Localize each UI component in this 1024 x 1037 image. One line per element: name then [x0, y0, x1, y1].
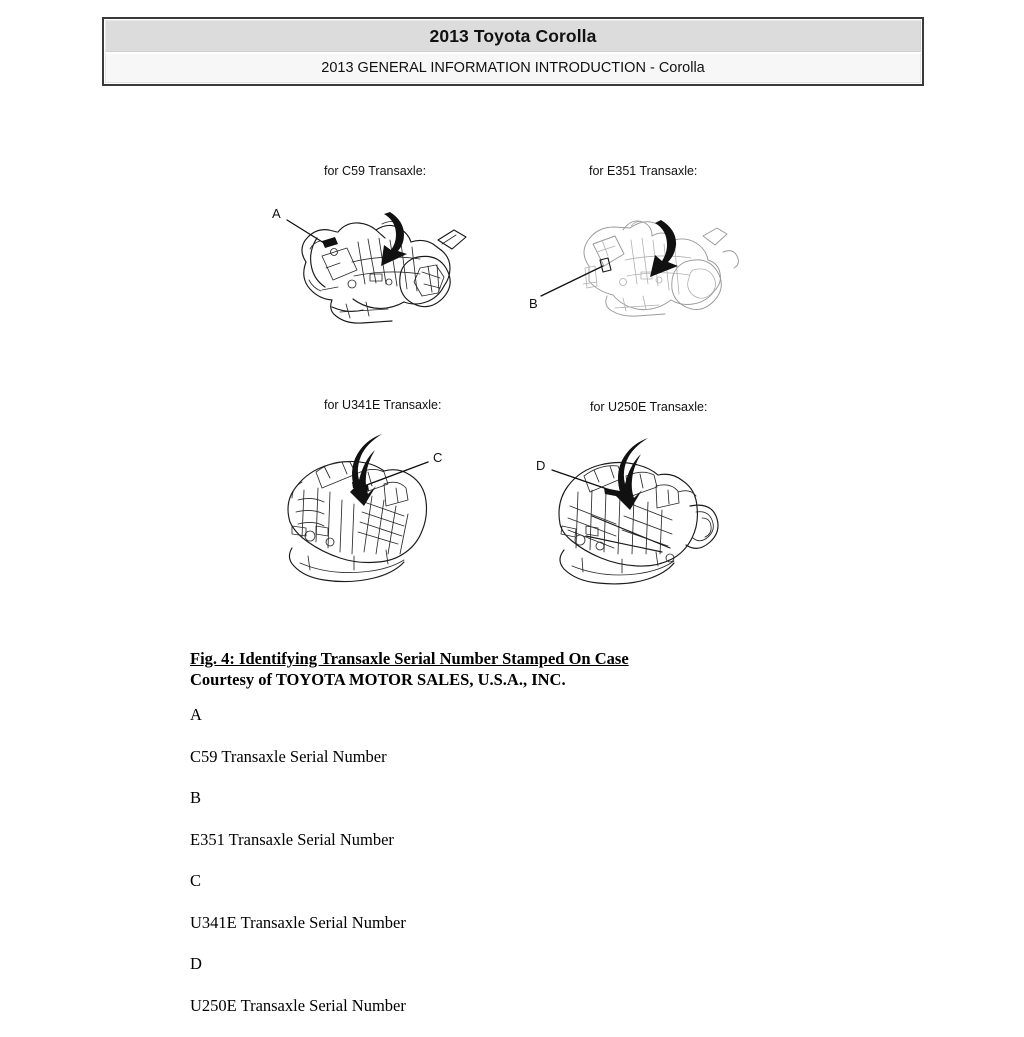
callout-letter-b: B [529, 296, 538, 311]
figure-panel-label-u341e: for U341E Transaxle: [324, 398, 442, 412]
transaxle-c59-svg [262, 196, 487, 346]
figure-illustrations [0, 150, 1024, 630]
legend-item: D [190, 954, 202, 973]
transaxle-drawing-c59 [262, 196, 487, 346]
legend-item: E351 Transaxle Serial Number [190, 829, 394, 849]
legend-item: U341E Transaxle Serial Number [190, 912, 406, 932]
callout-letter-d: D [536, 458, 546, 473]
figure-panel-u341e [268, 398, 478, 605]
figure-caption [190, 648, 890, 690]
transaxle-drawing-u341e [268, 430, 478, 605]
transaxle-u341e-svg [268, 430, 478, 605]
leader-line-b [541, 266, 603, 296]
callout-letter-a: A [272, 206, 281, 221]
legend-item: A [190, 705, 202, 724]
document-header [102, 17, 924, 86]
callout-arrow-d [616, 438, 648, 510]
legend-item: C59 Transaxle Serial Number [190, 746, 387, 766]
page-title: 2013 Toyota Corolla [105, 20, 921, 52]
figure-panel-label-c59: for C59 Transaxle: [324, 164, 427, 178]
transaxle-u250e-svg [530, 432, 745, 607]
callout-letter-c: C [433, 450, 443, 465]
figure-caption-title: Fig. 4: Identifying Transaxle Serial Number Stamped On Case [190, 649, 629, 668]
page-subtitle: 2013 GENERAL INFORMATION INTRODUCTION - Corolla [105, 53, 921, 83]
legend-list [190, 705, 890, 1037]
transaxle-e351-svg [527, 196, 752, 346]
figure-panel-e351 [527, 164, 752, 346]
figure-caption-courtesy: Courtesy of TOYOTA MOTOR SALES, U.S.A., INC. [190, 670, 566, 689]
legend-item: C [190, 871, 202, 890]
transaxle-drawing-e351 [527, 196, 752, 346]
legend-item: U250E Transaxle Serial Number [190, 995, 406, 1015]
figure-panel-label-u250e: for U250E Transaxle: [590, 400, 708, 414]
figure-panel-u250e [530, 400, 745, 607]
legend-item: B [190, 788, 202, 807]
figure-panel-c59 [262, 164, 487, 346]
figure-panel-label-e351: for E351 Transaxle: [589, 164, 698, 178]
transaxle-drawing-u250e [530, 432, 745, 607]
